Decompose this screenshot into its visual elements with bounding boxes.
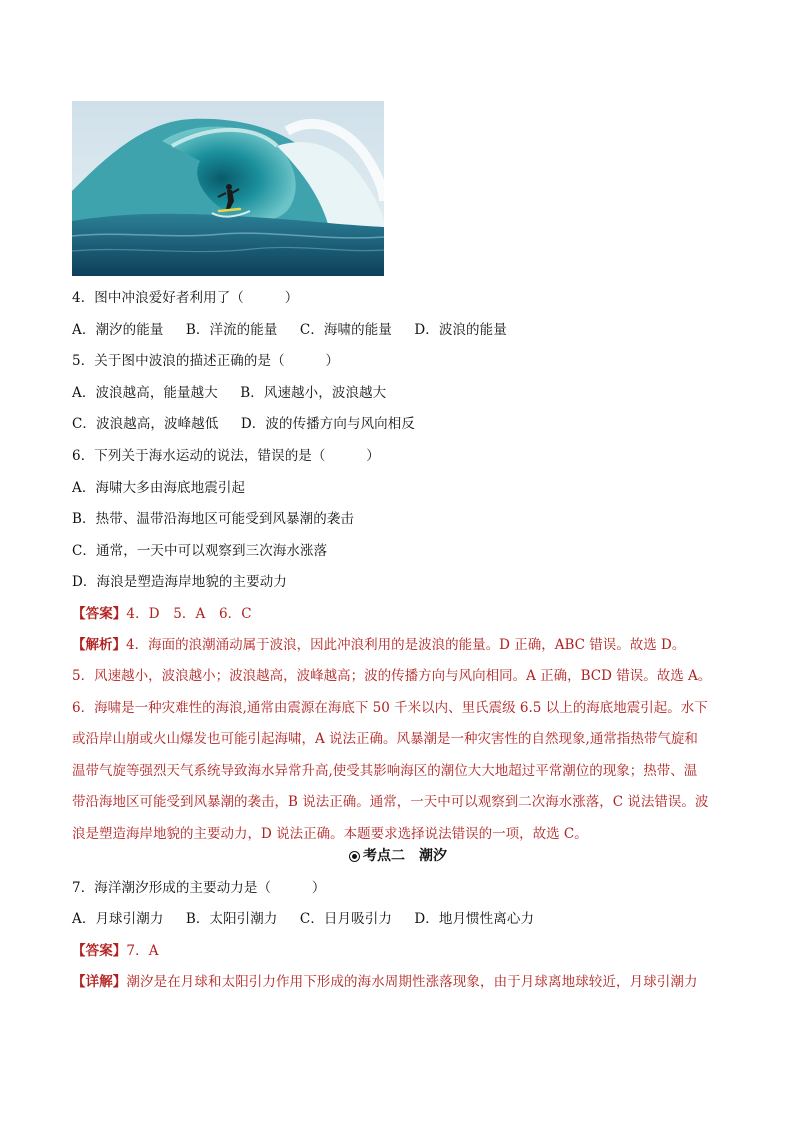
question-5-options-row1 <box>72 383 724 403</box>
q6-option-b: B．热带、温带沿海地区可能受到风暴潮的袭击 <box>72 511 355 528</box>
q5-option-b: B．风速越小，波浪越大 <box>240 384 387 401</box>
question-6-stem: 6．下列关于海水运动的说法，错误的是（ ） <box>72 447 380 464</box>
analysis-line-6: 带沿海地区可能受到风暴潮的袭击，B 说法正确。通常，一天中可以观察到二次海水涨落，C 说法错误。波 <box>72 794 709 811</box>
detail-text: 潮汐是在月球和太阳引力作用下形成的海水周期性涨落现象，由于月球离地球较近，月球引潮力 <box>126 974 698 991</box>
question-7-stem: 7．海洋潮汐形成的主要动力是（ ） <box>72 879 326 896</box>
q5-option-d: D．波的传播方向与风向相反 <box>240 416 415 433</box>
q6-option-c: C．通常，一天中可以观察到三次海水涨落 <box>72 542 328 559</box>
answer-line-2 <box>72 941 724 961</box>
bullet-circle-icon <box>349 851 360 862</box>
question-4-options <box>72 320 724 340</box>
q4-option-c: C．海啸的能量 <box>299 321 392 338</box>
q6-option-a: A．海啸大多由海底地震引起 <box>72 479 246 496</box>
answer-tag-2: 【答案】 <box>72 942 127 959</box>
q6-option-d: D．海浪是塑造海岸地貌的主要动力 <box>72 574 287 591</box>
q4-option-b: B．洋流的能量 <box>185 321 278 338</box>
answer-text-2: 7．A <box>126 942 159 959</box>
answer-tag: 【答案】 <box>72 605 127 622</box>
q5-option-a: A．波浪越高，能量越大 <box>72 384 218 401</box>
analysis-line-7: 浪是塑造海岸地貌的主要动力，D 说法正确。本题要求选择说法错误的一项，故选 C。 <box>72 825 588 842</box>
q7-option-a: A．月球引潮力 <box>72 911 164 928</box>
question-content <box>72 288 724 1004</box>
question-7-options <box>72 909 724 929</box>
question-4-stem: 4．图中冲浪爱好者利用了（ ） <box>72 290 299 306</box>
q7-option-b: B．太阳引潮力 <box>185 911 278 928</box>
q7-option-d: D．地月惯性离心力 <box>414 911 535 928</box>
analysis-line-3: 6．海啸是一种灾难性的海浪,通常由震源在海底下 50 千米以内、里氏震级 6.5 以上的海底地震引起。水下 <box>72 699 708 716</box>
detail-line <box>72 972 724 992</box>
analysis-line-4: 或沿岸山崩或火山爆发也可能引起海啸，A 说法正确。风暴潮是一种灾害性的自然现象,通常指热带气旋和 <box>72 731 698 748</box>
q4-option-d: D．波浪的能量 <box>414 321 507 338</box>
section-title: 考点二 潮汐 <box>363 848 447 865</box>
q5-option-c: C．波浪越高，波峰越低 <box>72 416 219 433</box>
q7-option-c: C．日月吸引力 <box>299 911 392 928</box>
q4-option-a: A．潮汐的能量 <box>72 321 164 338</box>
analysis-block <box>72 630 724 851</box>
surfer-wave-photo <box>72 101 384 276</box>
analysis-line-2: 5．风速越小，波浪越小；波浪越高，波峰越高；波的传播方向与风向相同。A 正确，BCD 错误。故选 A。 <box>72 668 712 685</box>
answer-line-1 <box>72 604 724 624</box>
analysis-line-5: 温带气旋等强烈天气系统导致海水异常升高,使受其影响海区的潮位大大地超过平常潮位的现象；热带、温 <box>72 762 698 779</box>
question-5-stem: 5．关于图中波浪的描述正确的是（ ） <box>72 353 340 370</box>
detail-tag: 【详解】 <box>72 974 127 991</box>
question-5-options-row2 <box>72 414 724 434</box>
analysis-line-1: 【解析】4．海面的浪潮涌动属于波浪，因此冲浪利用的是波浪的能量。D 正确，ABC 错误。故选 D。 <box>72 636 686 653</box>
analysis-tag: 【解析】 <box>72 636 126 653</box>
answer-text: 4．D 5．A 6．C <box>126 605 252 622</box>
